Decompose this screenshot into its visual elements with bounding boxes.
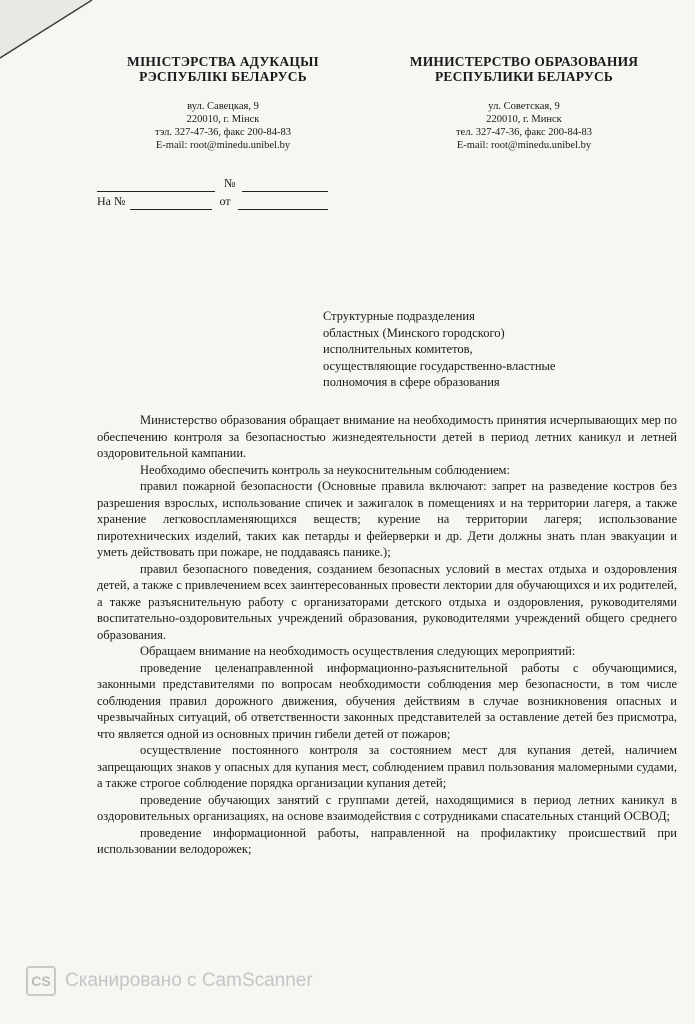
body-paragraph: Обращаем внимание на необходимость осуществления следующих мероприятий:	[140, 644, 576, 658]
date-blank-line	[97, 179, 215, 192]
body-paragraph: осуществление постоянного контроля за состоянием мест для купания детей, наличием запрещающих знаков у опасных для купания мест, соблюдением правил пользования маломерными судами, а также строгое соблюдение порядка организации купания детей;	[97, 743, 677, 790]
city-ru: 220010, г. Минск	[486, 114, 562, 125]
body-paragraph: проведение обучающих занятий с группами детей, находящимися в период летних каникул в оздоровительных организациях, на основе взаимодействия с сотрудниками спасательных станций ОСВОД;	[97, 792, 677, 823]
camscanner-watermark	[26, 966, 313, 996]
body-paragraph: правил безопасного поведения, созданием безопасных условий в местах отдыха и оздоровления детей, а также с привлечением всех заинтересованных провести лектории для обучающихся и их родителей, а также разъяснительную работу с организаторами детского отдыха и оздоровления, руководителями воспитательно-оздоровительных учреждений образования, руководителями учреждений общего среднего образования.	[97, 561, 677, 642]
ministry-name-be-line1: МІНІСТЭРСТВА АДУКАЦЫІ	[127, 54, 319, 69]
camscanner-label: Сканировано с CamScanner	[65, 970, 313, 991]
ministry-name-be-line2: РЭСПУБЛІКІ БЕЛАРУСЬ	[139, 69, 307, 84]
addressee-line: полномочия в сфере образования	[323, 375, 500, 389]
address-block-ru	[388, 100, 660, 152]
scan-corner-shadow	[0, 0, 110, 110]
body-paragraph: проведение целенаправленной информационно-разъяснительной работы с обучающимися, законными представителями по вопросам необходимости соблюдения мер безопасности, в том числе соблюдения правил дорожного движения, обучения действиям в случае возникновения опасных и чрезвычайных ситуаций, об ответственности законных представителей за оставление детей без присмотра, что является одной из основных причин гибели детей от пожаров;	[97, 660, 677, 741]
city-be: 220010, г. Мінск	[186, 114, 260, 125]
email-be: E-mail: root@minedu.unibel.by	[155, 140, 291, 151]
header-belarusian	[112, 54, 334, 152]
addressee-line: областных (Минского городского)	[323, 325, 505, 340]
street-be: вул. Савецкая, 9	[187, 101, 259, 112]
addressee-line: осуществляющие государственно-властные	[323, 358, 556, 373]
number-sign: №	[224, 176, 236, 190]
registration-block	[97, 174, 328, 210]
reply-prefix: На №	[97, 194, 126, 208]
from-label: от	[219, 194, 231, 208]
reply-date-blank-line	[238, 197, 328, 210]
addressee-line: исполнительных комитетов,	[323, 342, 473, 356]
number-blank-line	[242, 179, 328, 192]
body-paragraph: правил пожарной безопасности (Основные правила включают: запрет на разведение костров без разрешения взрослых, использование спичек и зажигалок в помещениях и на территории лагеря, а также хранение легковоспламеняющихся веществ; курение на территории лагеря; использование пиротехнических изделий, таких как петарды и фейерверки и др. Дети должны знать план эвакуации и уметь действовать при пожаре, не поддаваясь панике.);	[97, 479, 677, 559]
addressee-line: Структурные подразделения	[323, 309, 475, 323]
body-paragraph: Необходимо обеспечить контроль за неукоснительным соблюдением:	[140, 462, 510, 477]
phone-ru: тел. 327-47-36, факс 200-84-83	[455, 127, 593, 138]
reply-number-row	[97, 192, 328, 210]
body-paragraph: Министерство образования обращает внимание на необходимость принятия исчерпывающих мер по обеспечению контроля за безопасностью жизнедеятельности детей в период летних каникул и летней оздоровительной кампании.	[97, 413, 677, 460]
camscanner-logo-icon: CS	[26, 966, 56, 996]
outgoing-number-row	[97, 174, 328, 192]
addressee-block	[323, 308, 555, 391]
address-block-be	[112, 100, 334, 152]
street-ru: ул. Советская, 9	[488, 101, 560, 112]
email-ru: E-mail: root@minedu.unibel.by	[456, 140, 592, 151]
letter-body	[97, 412, 677, 858]
ministry-name-ru-line1: МИНИСТЕРСТВО ОБРАЗОВАНИЯ	[409, 54, 639, 69]
phone-be: тэл. 327-47-36, факс 200-84-83	[155, 127, 291, 138]
ministry-name-ru-line2: РЕСПУБЛИКИ БЕЛАРУСЬ	[434, 69, 614, 84]
header-russian	[388, 54, 660, 152]
body-paragraph: проведение информационной работы, направленной на профилактику происшествий при использовании велодорожек;	[97, 825, 677, 856]
reply-number-blank-line	[130, 197, 212, 210]
